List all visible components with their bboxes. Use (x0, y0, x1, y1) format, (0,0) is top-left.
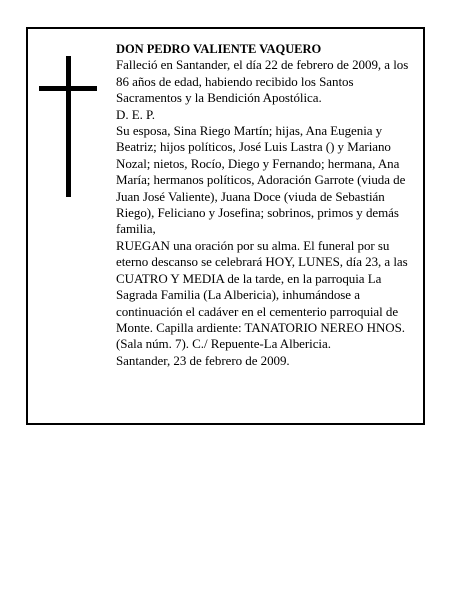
place-date: Santander, 23 de febrero de 2009. (116, 352, 290, 368)
death-info: Falleció en Santander, el día 22 de febrero de 2009, a los 86 años de edad, habiendo recibido los Santos Sacramentos y la Bendición Apostólica. (116, 57, 409, 106)
cross-horizontal-bar (39, 86, 97, 91)
cross-vertical-bar (66, 56, 71, 197)
cross-icon (39, 56, 97, 197)
funeral-request: RUEGAN una oración por su alma. El funeral por su eterno descanso se celebrará HOY, LUNES, día 23, a las CUATRO Y MEDIA de la tarde, en la parroquia La Sagrada Familia (La Albericia), inhumándose a continuación el cadáver en el cementerio parroquial de Monte. Capilla ardiente: TANATORIO NEREO HNOS. (Sala núm. 7). C./ Repuente-La Albericia. (116, 237, 408, 352)
family-list: Su esposa, Sina Riego Martín; hijas, Ana Eugenia y Beatriz; hijos políticos, José Luis Lastra () y Mariano Nozal; nietos, Rocío, Diego y Fernando; hermana, Ana María; hermanos políticos, Adoración Garrote (viuda de Juan José Valiente), Juana Doce (viuda de Sebastián Riego), Feliciano y Josefina; sobrinos, primos y demás familia, (116, 123, 406, 237)
deceased-name: DON PEDRO VALIENTE VAQUERO (116, 42, 322, 56)
dep-line: D. E. P. (116, 106, 155, 122)
notice-text (116, 41, 418, 369)
obituary-notice (26, 27, 425, 425)
